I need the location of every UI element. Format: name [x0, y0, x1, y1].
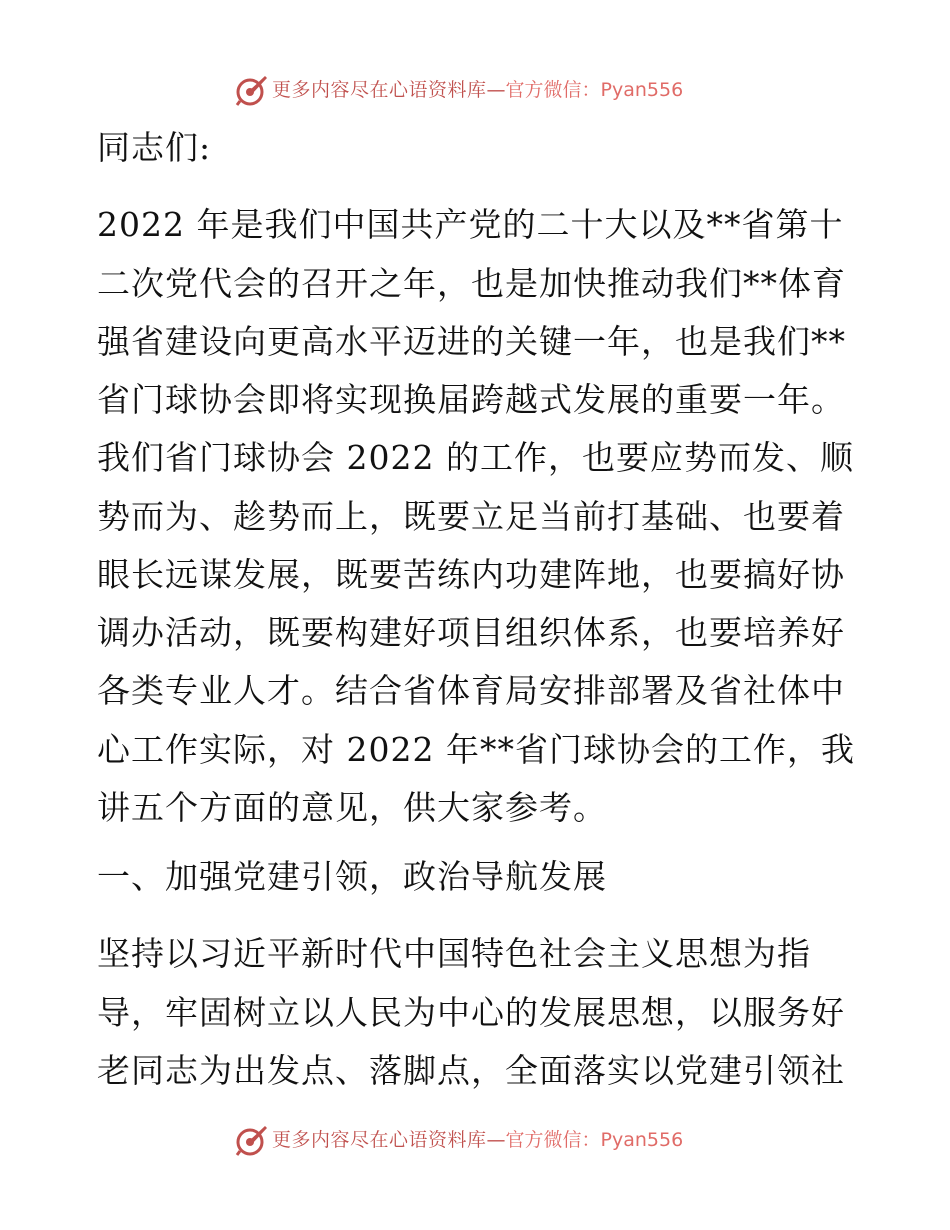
footer-watermark-text: [272, 1128, 683, 1152]
paragraph-line: 心工作实际，对 2022 年**省门球协会的工作，我: [97, 730, 855, 769]
paragraph-line: 坚持以习近平新时代中国特色社会主义思想为指: [97, 934, 811, 973]
paragraph-line: 2022 年是我们中国共产党的二十大以及**省第十: [97, 205, 844, 244]
paragraph-line: 讲五个方面的意见，供大家参考。: [97, 788, 607, 827]
paragraph-line: 各类专业人才。结合省体育局安排部署及省社体中: [97, 671, 845, 710]
paragraph-line: 省门球协会即将实现换届跨越式发展的重要一年。: [97, 380, 845, 419]
pen-nib-logo-icon: [235, 73, 269, 107]
watermark-dash: —: [486, 79, 506, 101]
header-watermark-text: [272, 78, 683, 102]
watermark-dash: —: [486, 1129, 506, 1151]
paragraph-line: 二次党代会的召开之年，也是加快推动我们**体育: [97, 264, 846, 303]
salutation: 同志们:: [97, 128, 212, 167]
header-watermark-banner: [0, 70, 950, 110]
watermark-site-name: 更多内容尽在心语资料库: [272, 1129, 487, 1151]
watermark-site-name: 更多内容尽在心语资料库: [272, 79, 487, 101]
paragraph-line: 我们省门球协会 2022 的工作，也要应势而发、顺: [97, 438, 854, 477]
paragraph-line: 眼长远谋发展，既要苦练内功建阵地，也要搞好协: [97, 555, 845, 594]
paragraph-line: 调办活动，既要构建好项目组织体系，也要培养好: [97, 613, 845, 652]
watermark-wechat: 官方微信：Pyan556: [505, 1129, 684, 1151]
paragraph-line: 强省建设向更高水平迈进的关键一年，也是我们**: [97, 322, 846, 361]
paragraph-line: 势而为、趁势而上，既要立足当前打基础、也要着: [97, 497, 845, 536]
footer-watermark-banner: [0, 1120, 950, 1160]
paragraph-line: 老同志为出发点、落脚点，全面落实以党建引领社: [97, 1051, 845, 1090]
paragraph-line: 导，牢固树立以人民为中心的发展思想，以服务好: [97, 993, 845, 1032]
watermark-wechat: 官方微信：Pyan556: [505, 79, 684, 101]
pen-nib-logo-icon: [235, 1123, 269, 1157]
section-heading: 一、加强党建引领，政治导航发展: [97, 857, 607, 896]
